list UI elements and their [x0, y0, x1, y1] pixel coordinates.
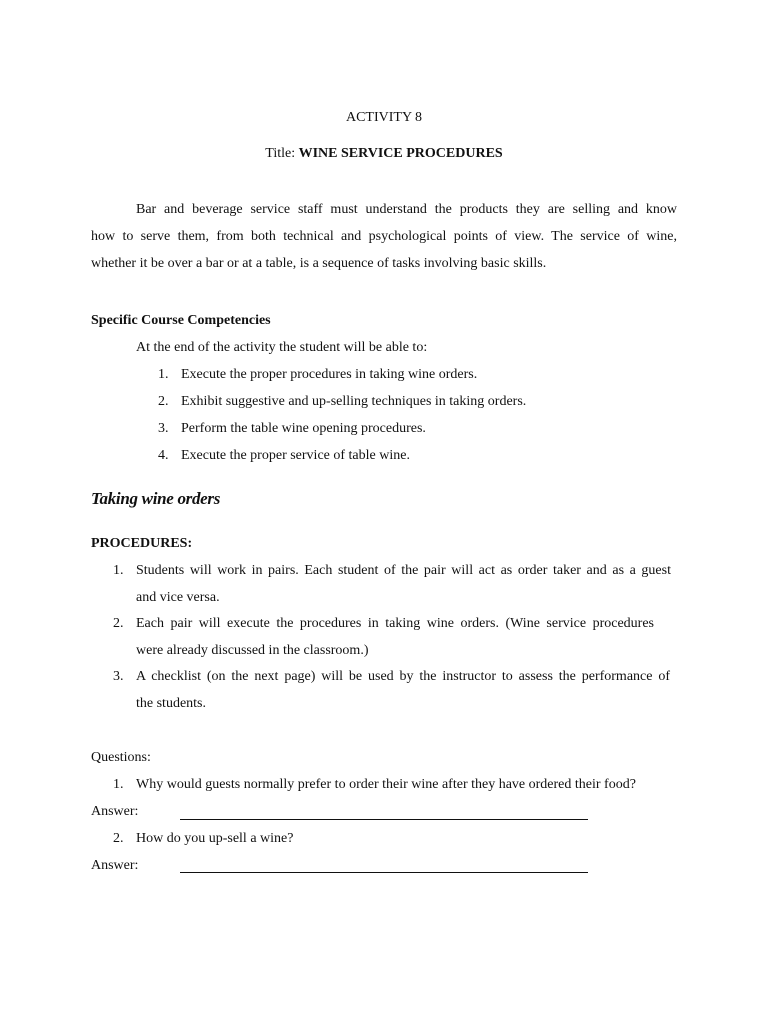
competency-number: 2. — [158, 394, 169, 409]
procedure-line: and vice versa. — [136, 590, 220, 605]
question-text: How do you up-sell a wine? — [136, 831, 294, 846]
competency-text: Execute the proper procedures in taking wine orders. — [181, 367, 478, 382]
procedure-line: Each pair will execute the procedures in taking wine orders. (Wine service procedures — [136, 616, 654, 631]
procedure-number: 1. — [113, 563, 124, 578]
procedures-heading: PROCEDURES: — [91, 536, 193, 551]
question-number: 1. — [113, 777, 124, 792]
procedure-line: were already discussed in the classroom.) — [136, 643, 369, 658]
intro-line-1: Bar and beverage service staff must understand the products they are selling and know — [136, 202, 677, 217]
intro-line-3: whether it be over a bar or at a table, is a sequence of tasks involving basic skills. — [91, 256, 547, 271]
answer-label: Answer: — [91, 804, 139, 819]
section-heading: Taking wine orders — [91, 489, 221, 508]
procedure-number: 3. — [113, 669, 124, 684]
competency-text: Exhibit suggestive and up-selling techniques in taking orders. — [181, 394, 527, 409]
activity-number: ACTIVITY 8 — [345, 110, 423, 125]
competencies-lead: At the end of the activity the student will be able to: — [136, 340, 428, 355]
procedure-line: Students will work in pairs. Each student of the pair will act as order taker and as a guest — [136, 563, 671, 578]
competency-number: 1. — [158, 367, 169, 382]
title-text: WINE SERVICE PROCEDURES — [298, 146, 503, 161]
intro-line-2: how to serve them, from both technical and psychological points of view. The service of wine, — [91, 229, 677, 244]
question-text: Why would guests normally prefer to order their wine after they have ordered their food? — [136, 777, 636, 792]
competencies-heading: Specific Course Competencies — [91, 313, 271, 328]
competency-text: Execute the proper service of table wine. — [181, 448, 410, 463]
competency-number: 3. — [158, 421, 169, 436]
questions-heading: Questions: — [91, 750, 151, 765]
question-number: 2. — [113, 831, 124, 846]
answer-label: Answer: — [91, 858, 139, 873]
page-title — [0, 145, 768, 163]
title-label: Title: — [265, 146, 296, 161]
answer-line[interactable] — [180, 819, 588, 820]
answer-line[interactable] — [180, 872, 588, 873]
competency-number: 4. — [158, 448, 169, 463]
procedure-number: 2. — [113, 616, 124, 631]
procedure-line: the students. — [136, 696, 206, 711]
competency-text: Perform the table wine opening procedures. — [181, 421, 426, 436]
procedure-line: A checklist (on the next page) will be used by the instructor to assess the performance of — [136, 669, 670, 684]
